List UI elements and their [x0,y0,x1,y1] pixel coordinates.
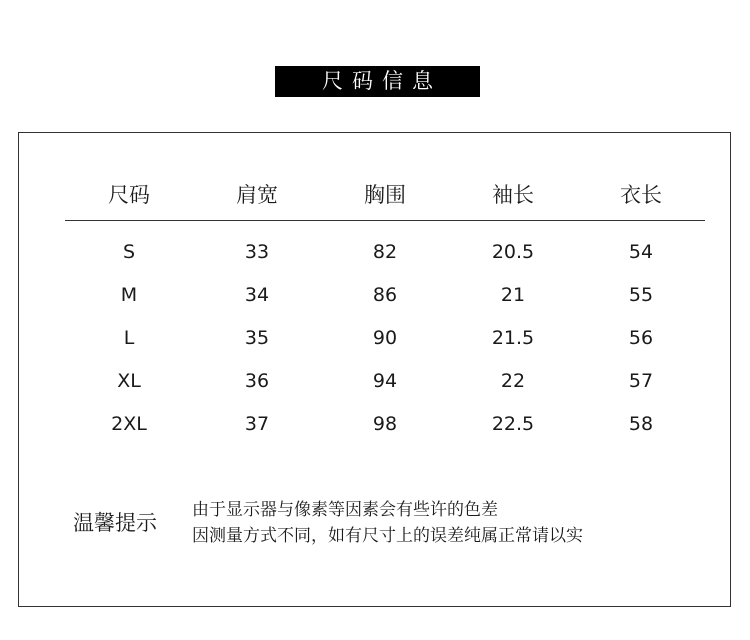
notice-label: 温馨提示 [73,511,157,535]
table-row [65,273,705,316]
cell-chest: 86 [372,283,398,306]
column-header-size: 尺码 [65,168,193,221]
cell-shoulder: 36 [244,369,270,392]
cell-sleeve: 22.5 [491,412,535,435]
table-header-row [65,168,705,221]
notice-line: 因测量方式不同，如有尺寸上的误差纯属正常请以实 [192,526,583,546]
cell-sleeve: 20.5 [491,241,535,263]
column-header-chest: 胸围 [321,168,449,221]
cell-shoulder: 35 [244,326,270,349]
cell-length: 54 [628,241,654,263]
page-title: 尺码信息 [275,66,480,97]
cell-shoulder: 33 [244,241,270,263]
size-table [65,168,705,445]
cell-size: 2XL [111,412,147,435]
column-header-shoulder: 肩宽 [193,168,321,221]
cell-shoulder: 34 [244,283,270,306]
cell-length: 55 [628,283,654,306]
cell-chest: 82 [372,241,398,263]
cell-length: 58 [628,412,654,435]
column-header-sleeve: 袖长 [449,168,577,221]
cell-size: S [122,241,136,263]
cell-size: XL [117,369,141,392]
cell-sleeve: 21 [500,283,526,306]
cell-chest: 98 [372,412,398,435]
table-row [65,221,705,274]
table-row [65,316,705,359]
cell-length: 57 [628,369,654,392]
cell-sleeve: 21.5 [491,326,535,349]
cell-sleeve: 22 [500,369,526,392]
table-row [65,402,705,445]
cell-size: M [120,283,138,306]
notice-line: 由于显示器与像素等因素会有些许的色差 [192,500,498,520]
cell-chest: 90 [372,326,398,349]
column-header-length: 衣长 [577,168,705,221]
cell-chest: 94 [372,369,398,392]
cell-size: L [123,326,135,349]
table-row [65,359,705,402]
cell-shoulder: 37 [244,412,270,435]
cell-length: 56 [628,326,654,349]
